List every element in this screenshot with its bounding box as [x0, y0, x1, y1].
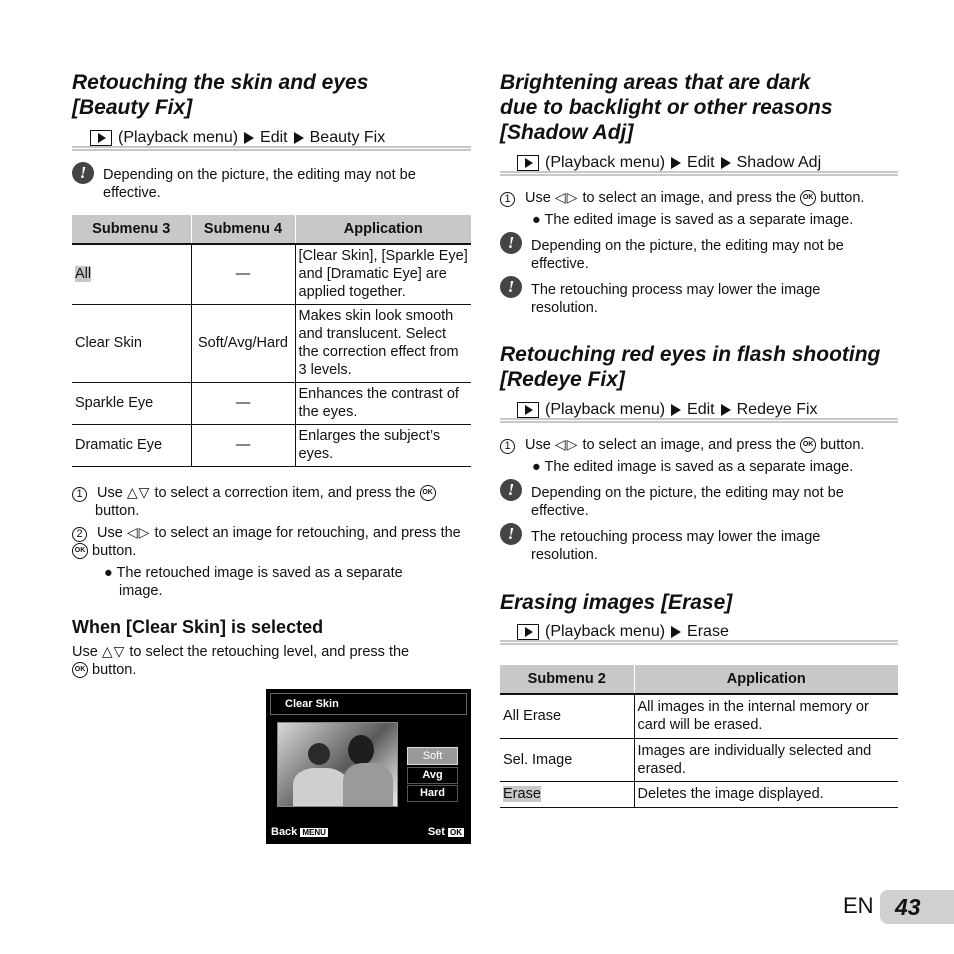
left-right-arrow-icon: ◁▷: [554, 189, 579, 205]
caution-text: The retouching process may lower the image resolution.: [531, 282, 821, 316]
cell: Sparkle Eye: [72, 382, 191, 424]
redeye-bullet: ● The edited image is saved as a separate image.: [532, 459, 854, 475]
table-row: [72, 424, 471, 466]
table-row: [500, 694, 898, 738]
clear-skin-text: Use △▽ to select the retouching level, and press the OK button.: [72, 643, 410, 678]
left-right-arrow-icon: ◁▷: [126, 524, 151, 540]
playback-icon: [517, 624, 539, 640]
erase-table: [500, 665, 898, 808]
cell: Soft/Avg/Hard: [191, 304, 295, 382]
up-down-arrow-icon: △▽: [101, 643, 126, 659]
redeye-fix-menu-path: (Playback menu) Edit Redeye Fix: [517, 401, 818, 419]
cell: Enhances the contrast of the eyes.: [295, 382, 471, 424]
caution-icon: !: [500, 479, 522, 501]
section-rule: [500, 171, 898, 176]
menu-key-icon: MENU: [302, 828, 326, 837]
arrow-right-icon: [294, 132, 304, 144]
table-row: [72, 382, 471, 424]
shadow-step-1: 1 Use ◁▷ to select an image, and press the OK button.: [500, 188, 898, 207]
option-avg[interactable]: Avg: [407, 767, 458, 784]
arrow-right-icon: [671, 157, 681, 169]
section-rule: [500, 418, 898, 423]
ok-button-icon: OK: [72, 662, 88, 678]
table-header: Submenu 2: [500, 665, 634, 694]
back-button[interactable]: Back MENU: [271, 826, 326, 838]
playback-icon: [517, 155, 539, 171]
cell: All Erase: [500, 694, 634, 738]
beauty-fix-table: [72, 215, 471, 467]
cell: Enlarges the subject’s eyes.: [295, 424, 471, 466]
set-button[interactable]: Set OK: [427, 826, 462, 838]
table-header: Application: [634, 665, 898, 694]
table-row: [72, 304, 471, 382]
erase-menu-path: (Playback menu) Erase: [517, 623, 729, 641]
table-row: [500, 781, 898, 807]
caution-text: Depending on the picture, the editing may not be effective.: [103, 167, 416, 201]
caution-icon: !: [72, 162, 94, 184]
option-soft[interactable]: Soft: [407, 747, 458, 765]
caution-icon: !: [500, 276, 522, 298]
cell: Sel. Image: [500, 738, 634, 781]
arrow-right-icon: [671, 626, 681, 638]
cell: Makes skin look smooth and translucent. Select the correction effect from 3 levels.: [295, 304, 471, 382]
beauty-fix-menu-path: (Playback menu) Edit Beauty Fix: [90, 129, 385, 147]
cell: —: [191, 244, 295, 304]
cell: Erase: [503, 786, 541, 802]
step-1: 1 Use △▽ to select a correction item, and press the OK button.: [72, 483, 471, 520]
erase-title: Erasing images [Erase]: [500, 591, 733, 614]
cell: All images in the internal memory or card will be erased.: [634, 694, 898, 738]
table-row: [500, 738, 898, 781]
ok-button-icon: OK: [800, 437, 816, 453]
cell: —: [191, 382, 295, 424]
beauty-fix-title: Retouching the skin and eyes [Beauty Fix]: [72, 71, 369, 119]
caution-icon: !: [500, 523, 522, 545]
screen-title: Clear Skin: [270, 693, 467, 715]
step-number-1-icon: 1: [500, 192, 515, 207]
cell: Dramatic Eye: [72, 424, 191, 466]
up-down-arrow-icon: △▽: [126, 484, 151, 500]
shadow-adj-title: Brightening areas that are dark due to backlight or other reasons [Shadow Adj]: [500, 71, 833, 144]
caution-text: The retouching process may lower the image resolution.: [531, 529, 821, 563]
ok-key-icon: OK: [450, 828, 462, 837]
section-rule: [72, 146, 471, 151]
cell: [Clear Skin], [Sparkle Eye] and [Dramatic Eye] are applied together.: [295, 244, 471, 304]
ok-button-icon: OK: [800, 190, 816, 206]
step-number-1-icon: 1: [500, 439, 515, 454]
table-header: Application: [295, 215, 471, 244]
option-hard[interactable]: Hard: [407, 785, 458, 802]
step-number-2-icon: 2: [72, 527, 87, 542]
clear-skin-heading: When [Clear Skin] is selected: [72, 617, 324, 637]
arrow-right-icon: [721, 404, 731, 416]
arrow-right-icon: [244, 132, 254, 144]
bullet-note: ● The retouched image is saved as a separate image.: [104, 565, 403, 599]
arrow-right-icon: [721, 157, 731, 169]
cell: All: [75, 266, 92, 283]
page-number: 43: [880, 890, 954, 924]
caution-icon: !: [500, 232, 522, 254]
section-rule: [500, 640, 898, 645]
cell: —: [191, 424, 295, 466]
playback-icon: [90, 130, 112, 146]
redeye-step-1: 1 Use ◁▷ to select an image, and press the OK button.: [500, 435, 898, 454]
step-number-1-icon: 1: [72, 487, 87, 502]
table-header: Submenu 4: [191, 215, 295, 244]
playback-icon: [517, 402, 539, 418]
cell: Clear Skin: [72, 304, 191, 382]
step-2: 2 Use ◁▷ to select an image for retouching, and press the OK button.: [72, 523, 471, 560]
caution-text: Depending on the picture, the editing may not be effective.: [531, 485, 844, 519]
redeye-fix-title: Retouching red eyes in flash shooting [Redeye Fix]: [500, 343, 881, 391]
table-header: Submenu 3: [72, 215, 191, 244]
cell: Deletes the image displayed.: [634, 781, 898, 807]
language-label: EN: [843, 893, 874, 918]
camera-screen: [266, 689, 471, 844]
ok-button-icon: OK: [420, 485, 436, 501]
shadow-adj-menu-path: (Playback menu) Edit Shadow Adj: [517, 154, 821, 172]
left-right-arrow-icon: ◁▷: [554, 436, 579, 452]
arrow-right-icon: [671, 404, 681, 416]
shadow-bullet: ● The edited image is saved as a separate image.: [532, 212, 854, 228]
ok-button-icon: OK: [72, 543, 88, 559]
preview-photo: [277, 722, 398, 807]
caution-text: Depending on the picture, the editing may not be effective.: [531, 238, 844, 272]
table-row: [72, 244, 471, 304]
cell: Images are individually selected and erased.: [634, 738, 898, 781]
